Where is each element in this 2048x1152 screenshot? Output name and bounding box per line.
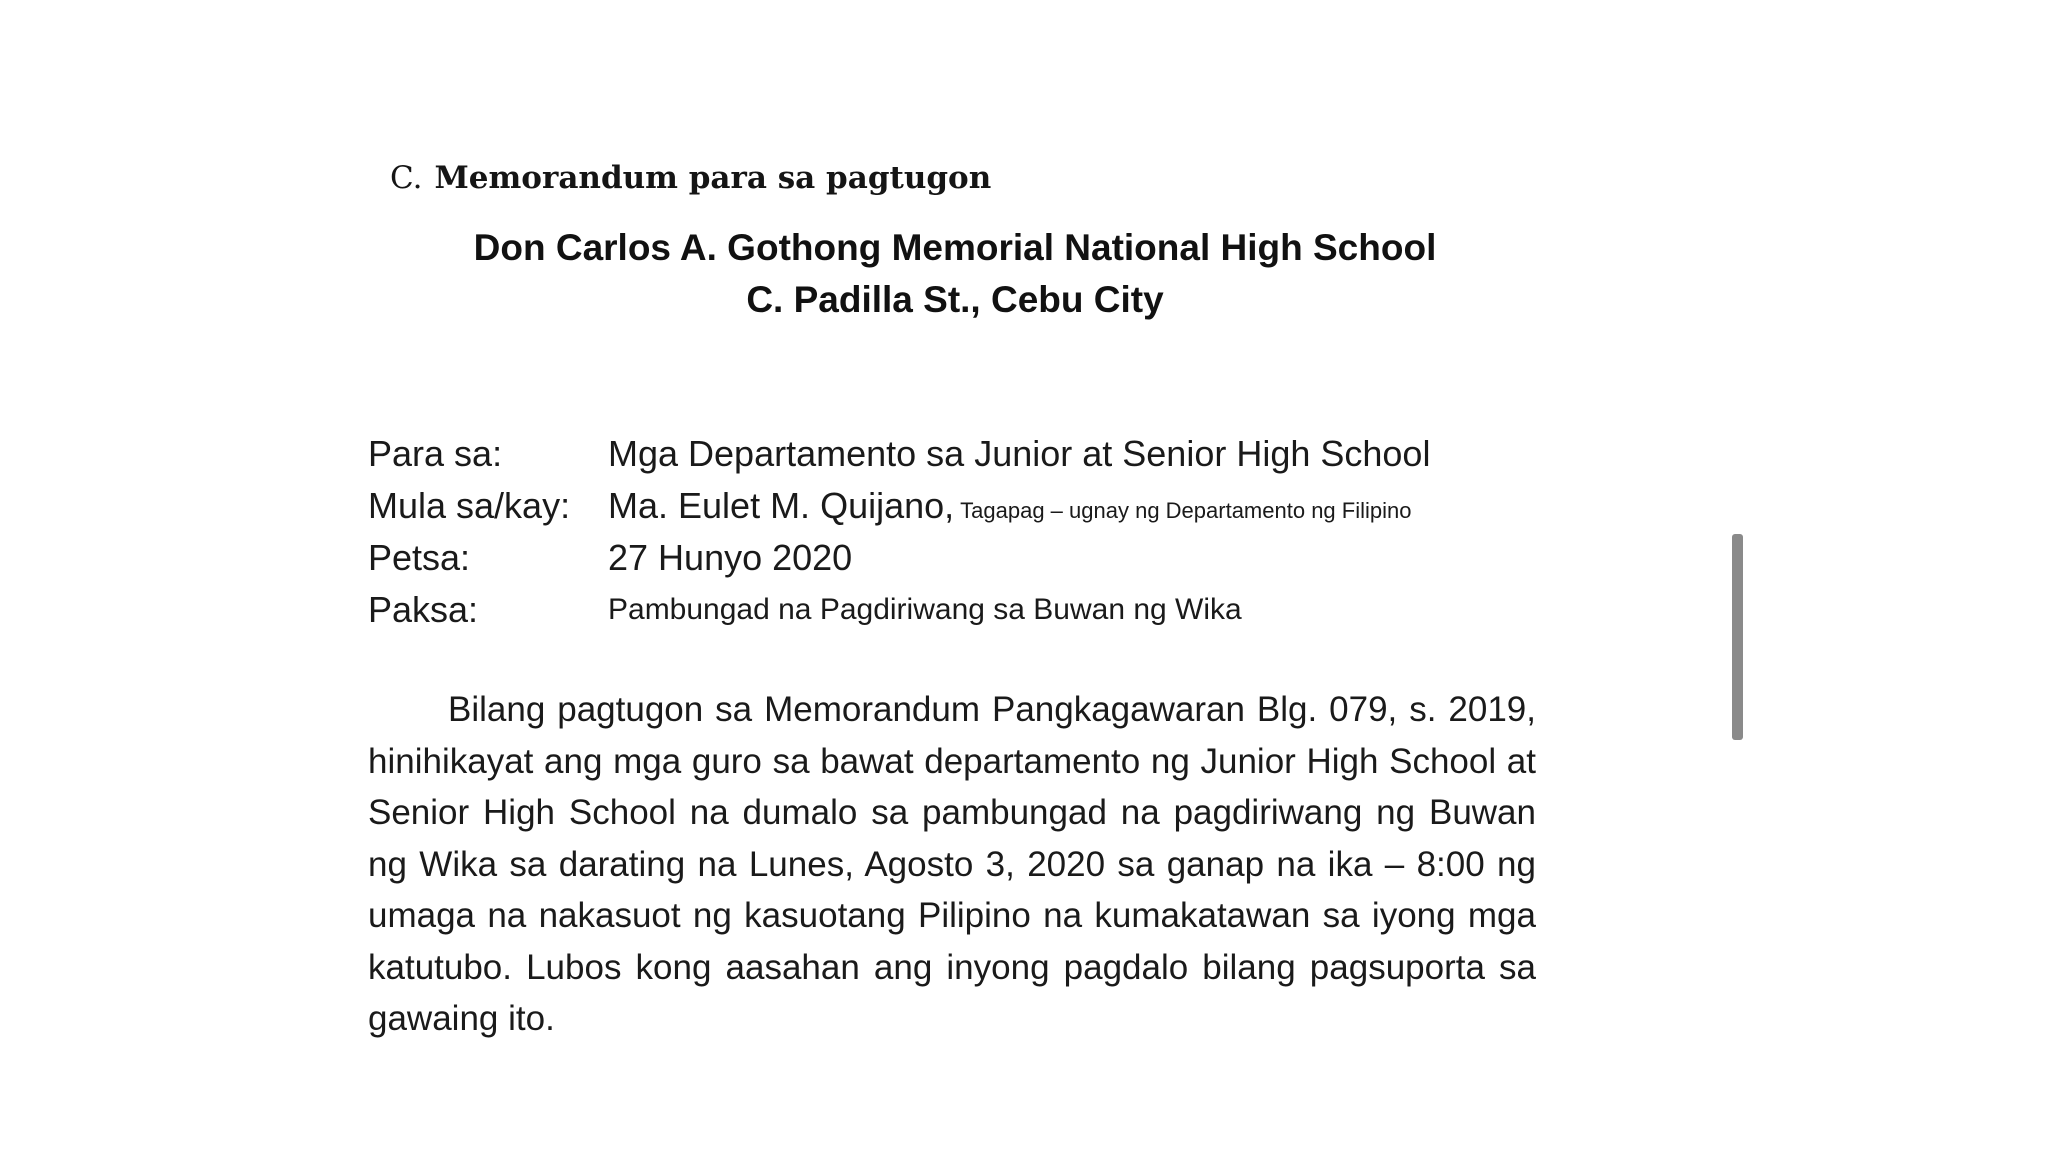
school-address: C. Padilla St., Cebu City xyxy=(746,279,1164,320)
section-letter: C. xyxy=(390,160,423,196)
memo-to-label: Para sa: xyxy=(368,433,503,474)
memo-to-value: Mga Departamento sa Junior at Senior High School xyxy=(608,433,1431,474)
memo-date-value: 27 Hunyo 2020 xyxy=(608,537,853,578)
memo-from-label: Mula sa/kay: xyxy=(368,485,571,526)
memo-body-paragraph: Bilang pagtugon sa Memorandum Pangkagawaran Blg. 079, s. 2019, hinihikayat ang mga guro sa bawat departamento ng Junior High School at Senior High School na dumalo sa pambungad na pagdiriwang ng Buwan ng Wika sa darating na Lunes, Agosto 3, 2020 sa ganap na ika – 8:00 ng umaga na nakasuot ng kasuotang Pilipino na kumakatawan sa iyong mga katutubo. Lubos kong aasahan ang inyong pagdalo bilang pagsuporta sa gawaing ito. xyxy=(368,690,1536,1038)
section-heading xyxy=(390,158,991,198)
memo-date-label: Petsa: xyxy=(368,537,471,578)
memo-from-value: Ma. Eulet M. Quijano, xyxy=(608,485,955,526)
memo-from-note: Tagapag – ugnay ng Departamento ng Filipino xyxy=(960,498,1412,523)
memo-subject-value: Pambungad na Pagdiriwang sa Buwan ng Wika xyxy=(608,593,1242,626)
school-name: Don Carlos A. Gothong Memorial National High School xyxy=(473,227,1437,268)
memo-subject-label: Paksa: xyxy=(368,589,479,630)
section-title: Memorandum para sa pagtugon xyxy=(434,160,992,196)
scrollbar-thumb[interactable] xyxy=(1732,534,1743,740)
memo-from-container xyxy=(608,480,1411,537)
